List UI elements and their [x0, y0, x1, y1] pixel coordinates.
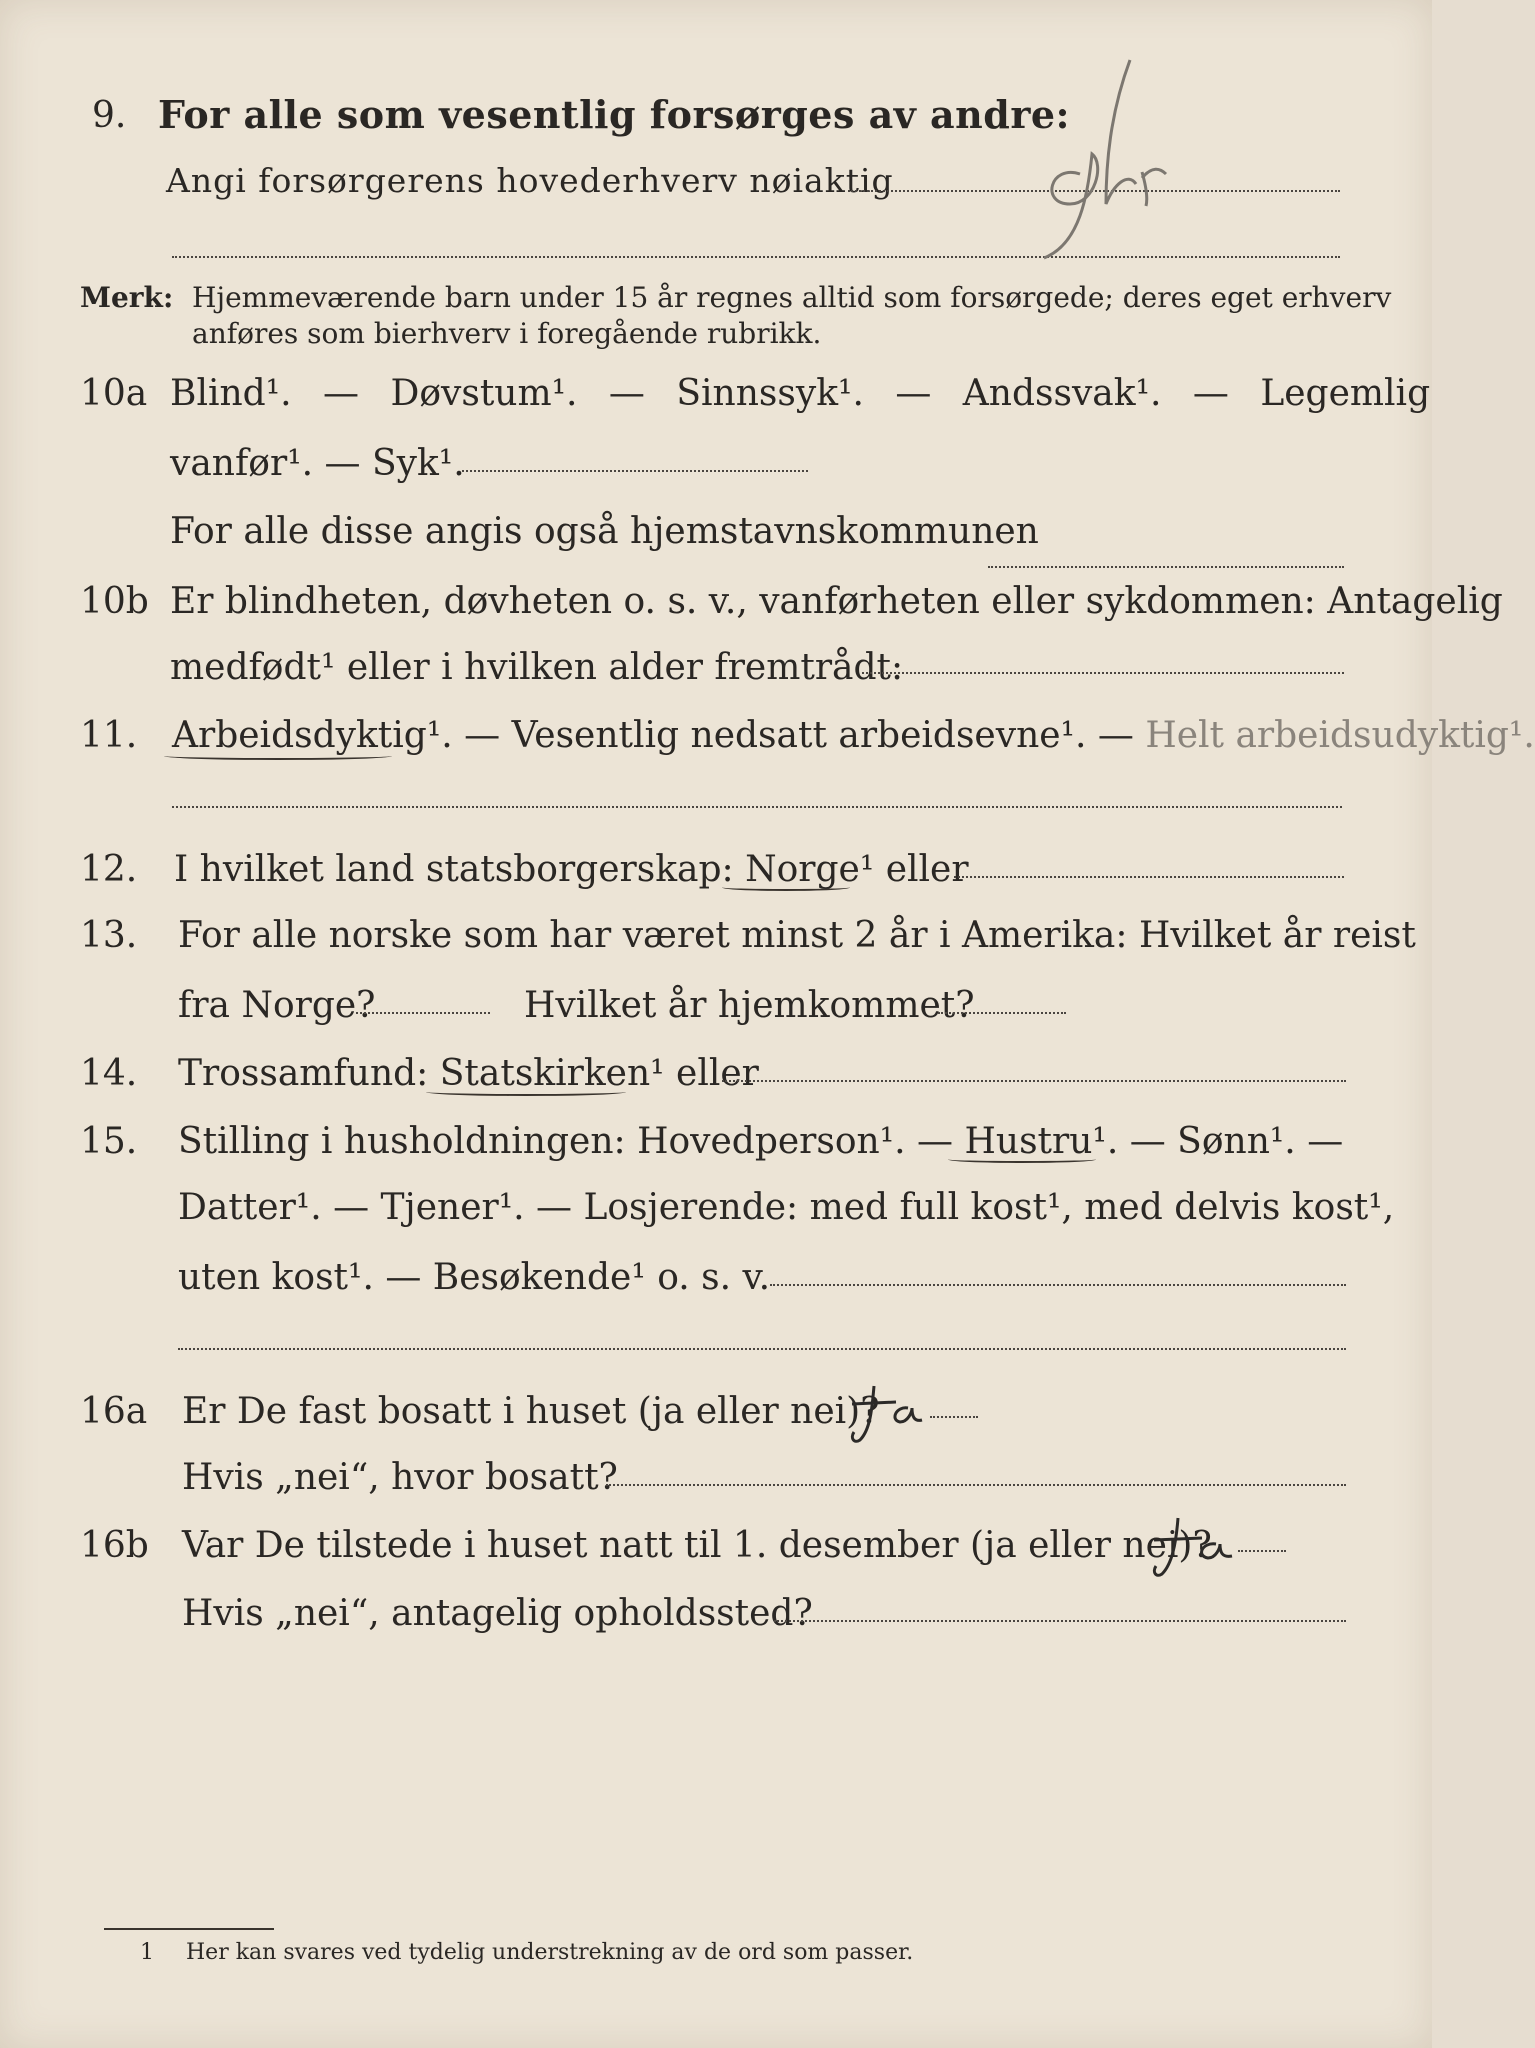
q11-underline-arbeidsdyktig	[164, 752, 392, 760]
q14-number: 14.	[80, 1053, 138, 1094]
q11-number: 11.	[80, 715, 138, 756]
q16b-line-2: Hvis „nei“, antagelig opholdssted?	[182, 1593, 813, 1634]
merk-text-line-2: anføres som bierhverv i foregående rubrikk.	[192, 317, 822, 350]
q15-answer-line-2	[178, 1348, 1346, 1350]
q16a-line-1: Er De fast bosatt i huset (ja eller nei)?	[182, 1391, 880, 1432]
q10b-number: 10b	[80, 581, 149, 622]
q13-number: 13.	[80, 915, 138, 956]
q15-underline-hustru	[948, 1156, 1096, 1163]
footnote-text: Her kan svares ved tydelig understrekning av de ord som passer.	[186, 1940, 914, 1965]
q15-answer-line	[770, 1284, 1346, 1286]
q14-option-statskirken: Statskirken¹	[439, 1053, 665, 1094]
q16b-place-line	[774, 1620, 1346, 1622]
q13-line-2b: Hvilket år hjemkommet?	[524, 985, 975, 1026]
q14-suffix: eller	[664, 1053, 759, 1094]
q12-suffix: eller	[874, 849, 969, 890]
q15-line-1	[178, 1121, 1344, 1162]
q11-option-arbeidsdyktig: Arbeidsdyktig	[172, 715, 427, 756]
merk-label: Merk:	[80, 281, 174, 314]
q16a-number: 16a	[80, 1391, 148, 1432]
q9-heading: For alle som vesentlig forsørges av andre:	[158, 92, 1071, 137]
q12-line	[174, 849, 969, 890]
q15-line-2: Datter¹. — Tjener¹. — Losjerende: med full kost¹, med delvis kost¹,	[178, 1187, 1395, 1228]
q16b-line-1: Var De tilstede i huset natt til 1. desember (ja eller nei)?	[182, 1525, 1212, 1566]
q13-line-1: For alle norske som har været minst 2 år i Amerika: Hvilket år reist	[178, 915, 1416, 956]
q10a-line-3: For alle disse angis også hjemstavnskommunen	[170, 511, 1039, 552]
q16a-handwritten-answer	[846, 1380, 946, 1454]
q16b-handwritten-answer	[1146, 1514, 1256, 1588]
q15-line-1b: — Sønn¹. —	[1118, 1121, 1344, 1162]
q10a-line-1: Blind¹. — Døvstum¹. — Sinnssyk¹. — Andssvak¹. — Legemlig	[170, 373, 1431, 414]
q9-handwritten-answer	[1010, 54, 1170, 268]
q12-answer-line	[954, 876, 1344, 878]
q10a-line-2: vanfør¹. — Syk¹.	[170, 443, 465, 484]
q14-line	[178, 1053, 759, 1094]
q13-year-returned-line	[938, 1012, 1066, 1014]
q12-number: 12.	[80, 849, 138, 890]
q10b-line-1: Er blindheten, døvheten o. s. v., vanførheten eller sykdommen: Antagelig	[170, 581, 1503, 622]
footnote-mark: 1	[140, 1940, 154, 1965]
q10a-answer-line	[462, 470, 808, 472]
q14-answer-line	[722, 1080, 1346, 1082]
q15-number: 15.	[80, 1121, 138, 1162]
q12-prefix: I hvilket land statsborgerskap:	[174, 849, 746, 890]
q9-question: Angi forsørgerens hovederhverv nøiaktig	[166, 161, 894, 200]
q12-option-norge: Norge¹	[745, 849, 875, 890]
q11-answer-line	[172, 806, 1342, 808]
q11-line	[172, 715, 1535, 756]
merk-text-line-1: Hjemmeværende barn under 15 år regnes alltid som forsørgede; deres eget erhverv	[192, 281, 1392, 314]
footnote-rule	[104, 1928, 274, 1930]
q14-prefix: Trossamfund:	[178, 1053, 440, 1094]
q9-number: 9.	[92, 95, 127, 136]
q14-underline-statskirken	[426, 1088, 626, 1096]
q15-line-3: uten kost¹. — Besøkende¹ o. s. v.	[178, 1257, 771, 1298]
q10b-answer-line	[862, 672, 1344, 674]
q11-option-separator: ¹. — Vesentlig nedsatt arbeidsevne¹. —	[426, 715, 1146, 756]
q11-option-udyktig: Helt arbeidsudyktig¹.	[1145, 715, 1535, 756]
q10b-line-2: medfødt¹ eller i hvilken alder fremtrådt:	[170, 647, 904, 688]
q13-line-2a: fra Norge?	[178, 985, 376, 1026]
q10a-commune-line	[988, 566, 1344, 568]
q16a-where-line	[606, 1484, 1346, 1486]
q13-year-left-line	[356, 1012, 490, 1014]
q15-option-hustru: Hustru¹.	[964, 1121, 1119, 1162]
q15-line-1a: Stilling i husholdningen: Hovedperson¹. —	[178, 1121, 965, 1162]
q10a-number: 10a	[80, 373, 148, 414]
q16b-number: 16b	[80, 1525, 149, 1566]
q12-underline-norge	[722, 884, 850, 891]
q16a-line-2: Hvis „nei“, hvor bosatt?	[182, 1457, 618, 1498]
